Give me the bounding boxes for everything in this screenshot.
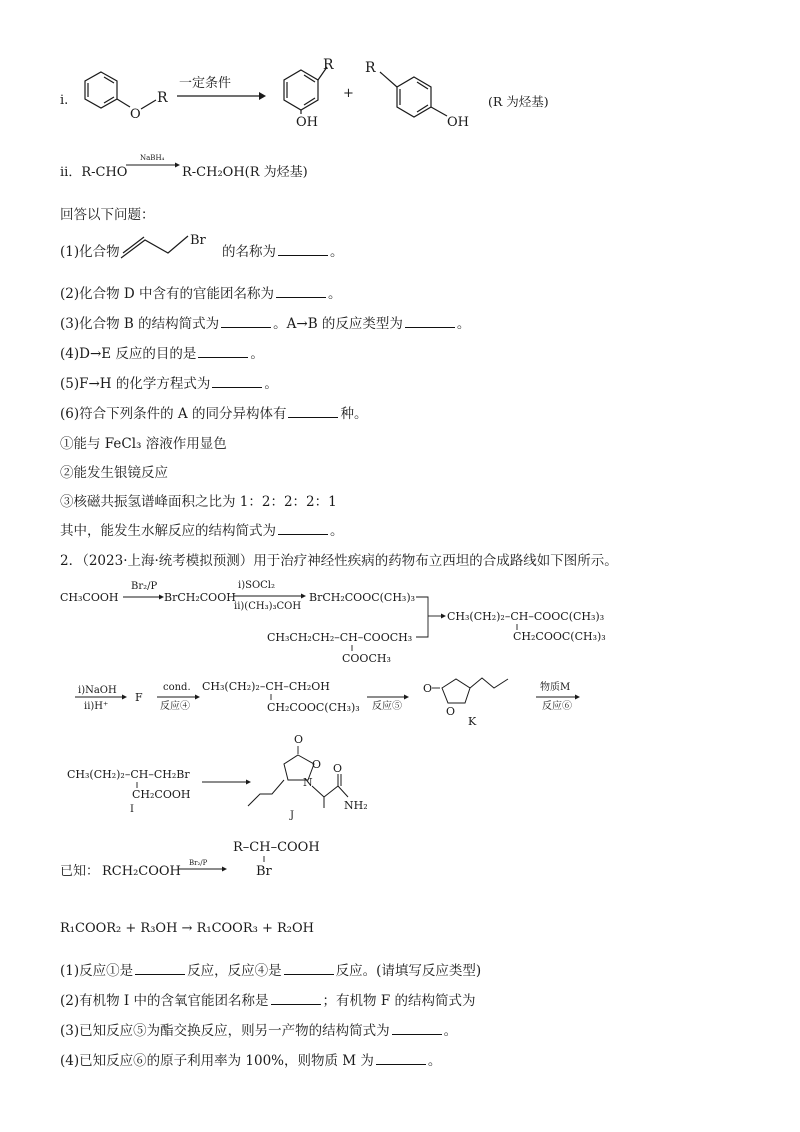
q2-sub1: (1)反应①是 反应，反应④是 反应。(请填写反应类型) <box>60 963 482 979</box>
q1-cond2: ②能发生银镜反应 <box>60 465 168 481</box>
q1-sub1-tail: 的名称为 。 <box>222 244 344 260</box>
alcohol-ester-bottom: CH₂COOC(CH₃)₃ <box>267 701 360 714</box>
compound-I-top: CH₃(CH₂)₂–CH–CH₂Br <box>67 768 190 781</box>
q1-sub4: (4)D→E 反应的目的是 。 <box>60 346 264 362</box>
known-k1-product-top: R–CH–COOH <box>233 840 320 855</box>
reaction-5-label: 反应⑤ <box>372 701 402 712</box>
q1-cond1: ①能与 FeCl₃ 溶液作用显色 <box>60 436 227 452</box>
answer-blank-12[interactable] <box>376 1052 426 1065</box>
K-propyl-chain <box>470 678 508 688</box>
q1-sub6: (6)符合下列条件的 A 的同分异构体有 种。 <box>60 406 368 422</box>
J-carbonyl-O: O <box>294 733 304 746</box>
ether-oxygen: O <box>130 107 141 122</box>
known-i-condition: 一定条件 <box>179 76 232 91</box>
known-ii-product: R-CH₂OH(R 为烃基) <box>182 165 308 180</box>
J-NH2: NH₂ <box>344 799 368 812</box>
diester-product-bottom: CH₂COOC(CH₃)₃ <box>513 630 606 643</box>
q2-sub2: (2)有机物 I 中的含氧官能团名称是 ；有机物 F 的结构简式为 <box>60 993 476 1009</box>
tbutyl-bromoacetate: BrCH₂COOC(CH₃)₃ <box>309 591 416 604</box>
J-propyl-chain <box>248 780 284 806</box>
reagent-tBuOH: ii)(CH₃)₃COH <box>234 601 302 612</box>
compound-I-label: I <box>130 804 134 815</box>
answer-blank-8[interactable] <box>135 962 185 975</box>
acetic-acid: CH₃COOH <box>60 591 119 604</box>
allyl-Br: Br <box>190 233 206 248</box>
dimethyl-malonate-top: CH₃CH₂CH₂–CH–COOCH₃ <box>267 631 413 644</box>
answer-blank-9[interactable] <box>284 962 334 975</box>
compound-J-label: J <box>290 810 295 821</box>
q1-cond4: 其中，能发生水解反应的结构简式为 。 <box>60 523 344 539</box>
reagent-H-plus: ii)H⁺ <box>84 701 109 712</box>
q2-sub4: (4)已知反应⑥的原子利用率为 100%，则物质 M 为 。 <box>60 1053 442 1069</box>
q1-sub2: (2)化合物 D 中含有的官能团名称为 。 <box>60 286 342 302</box>
dimethyl-malonate-bottom: COOCH₃ <box>342 652 391 665</box>
ortho-R-group: R <box>323 57 334 73</box>
q2-sub3: (3)已知反应⑤为酯交换反应，则另一产物的结构简式为 。 <box>60 1023 458 1039</box>
q1-sub3: (3)化合物 B 的结构简式为 。A→B 的反应类型为 。 <box>60 316 471 332</box>
q1-intro: 回答以下问题： <box>60 207 155 223</box>
J-amide-O: O <box>333 762 343 775</box>
reagent-NaOH: i)NaOH <box>78 685 117 696</box>
q1-sub5: (5)F→H 的化学方程式为 。 <box>60 376 278 392</box>
para-R-group: R <box>365 60 376 76</box>
known-k1-product-bottom: Br <box>256 864 272 879</box>
compound-K-label: K <box>468 715 477 728</box>
K-ring-O: O <box>446 705 456 718</box>
compound-F: F <box>135 691 143 704</box>
known-ii-reagent: NaBH₄ <box>140 154 165 162</box>
known-k1-reagent: Br₂/P <box>189 859 208 867</box>
plus-sign: + <box>343 86 354 101</box>
q1-cond3: ③核磁共振氢谱峰面积之比为 1：2：2：2：1 <box>60 494 337 510</box>
K-ring <box>442 679 470 703</box>
diester-product-top: CH₃(CH₂)₂–CH–COOC(CH₃)₃ <box>447 610 605 623</box>
R-note: (R 为烃基) <box>488 94 549 109</box>
compound-I-bottom: CH₂COOH <box>132 788 191 801</box>
ortho-OH: OH <box>296 115 318 130</box>
para-OH: OH <box>447 115 469 130</box>
substance-M: 物质M <box>540 682 571 693</box>
J-ring-O: O <box>312 758 322 771</box>
q2-title: 2．（2023·上海·统考模拟预测）用于治疗神经性疾病的药物布立西坦的合成路线如下图所示。 <box>60 553 618 569</box>
known-k2-equation: R₁COOR₂ + R₃OH → R₁COOR₃ + R₂OH <box>60 921 314 936</box>
reaction-4-label: 反应④ <box>160 701 190 712</box>
known-ii-reactant: ii．R-CHO <box>60 165 128 180</box>
alcohol-ester-top: CH₃(CH₂)₂–CH–CH₂OH <box>202 680 330 693</box>
q2-known-label: 已知： <box>60 864 100 879</box>
answer-blank-11[interactable] <box>392 1022 442 1035</box>
reagent-Br2-P: Br₂/P <box>131 581 158 592</box>
reagent-SOCl2: i)SOCl₂ <box>238 580 276 591</box>
reaction-6-label: 反应⑥ <box>542 701 572 712</box>
K-carbonyl-O: O <box>423 682 433 695</box>
known-k1-reactant: RCH₂COOH <box>102 864 181 879</box>
q1-sub1: (1)化合物 <box>60 244 120 260</box>
answer-blank-10[interactable] <box>271 992 321 1005</box>
ether-R-group: R <box>157 90 168 106</box>
bromoacetic-acid: BrCH₂COOH <box>164 591 236 604</box>
J-ring-N: N <box>303 776 313 789</box>
known-i-label: i. <box>60 93 69 108</box>
condition-cond: cond. <box>163 682 191 693</box>
